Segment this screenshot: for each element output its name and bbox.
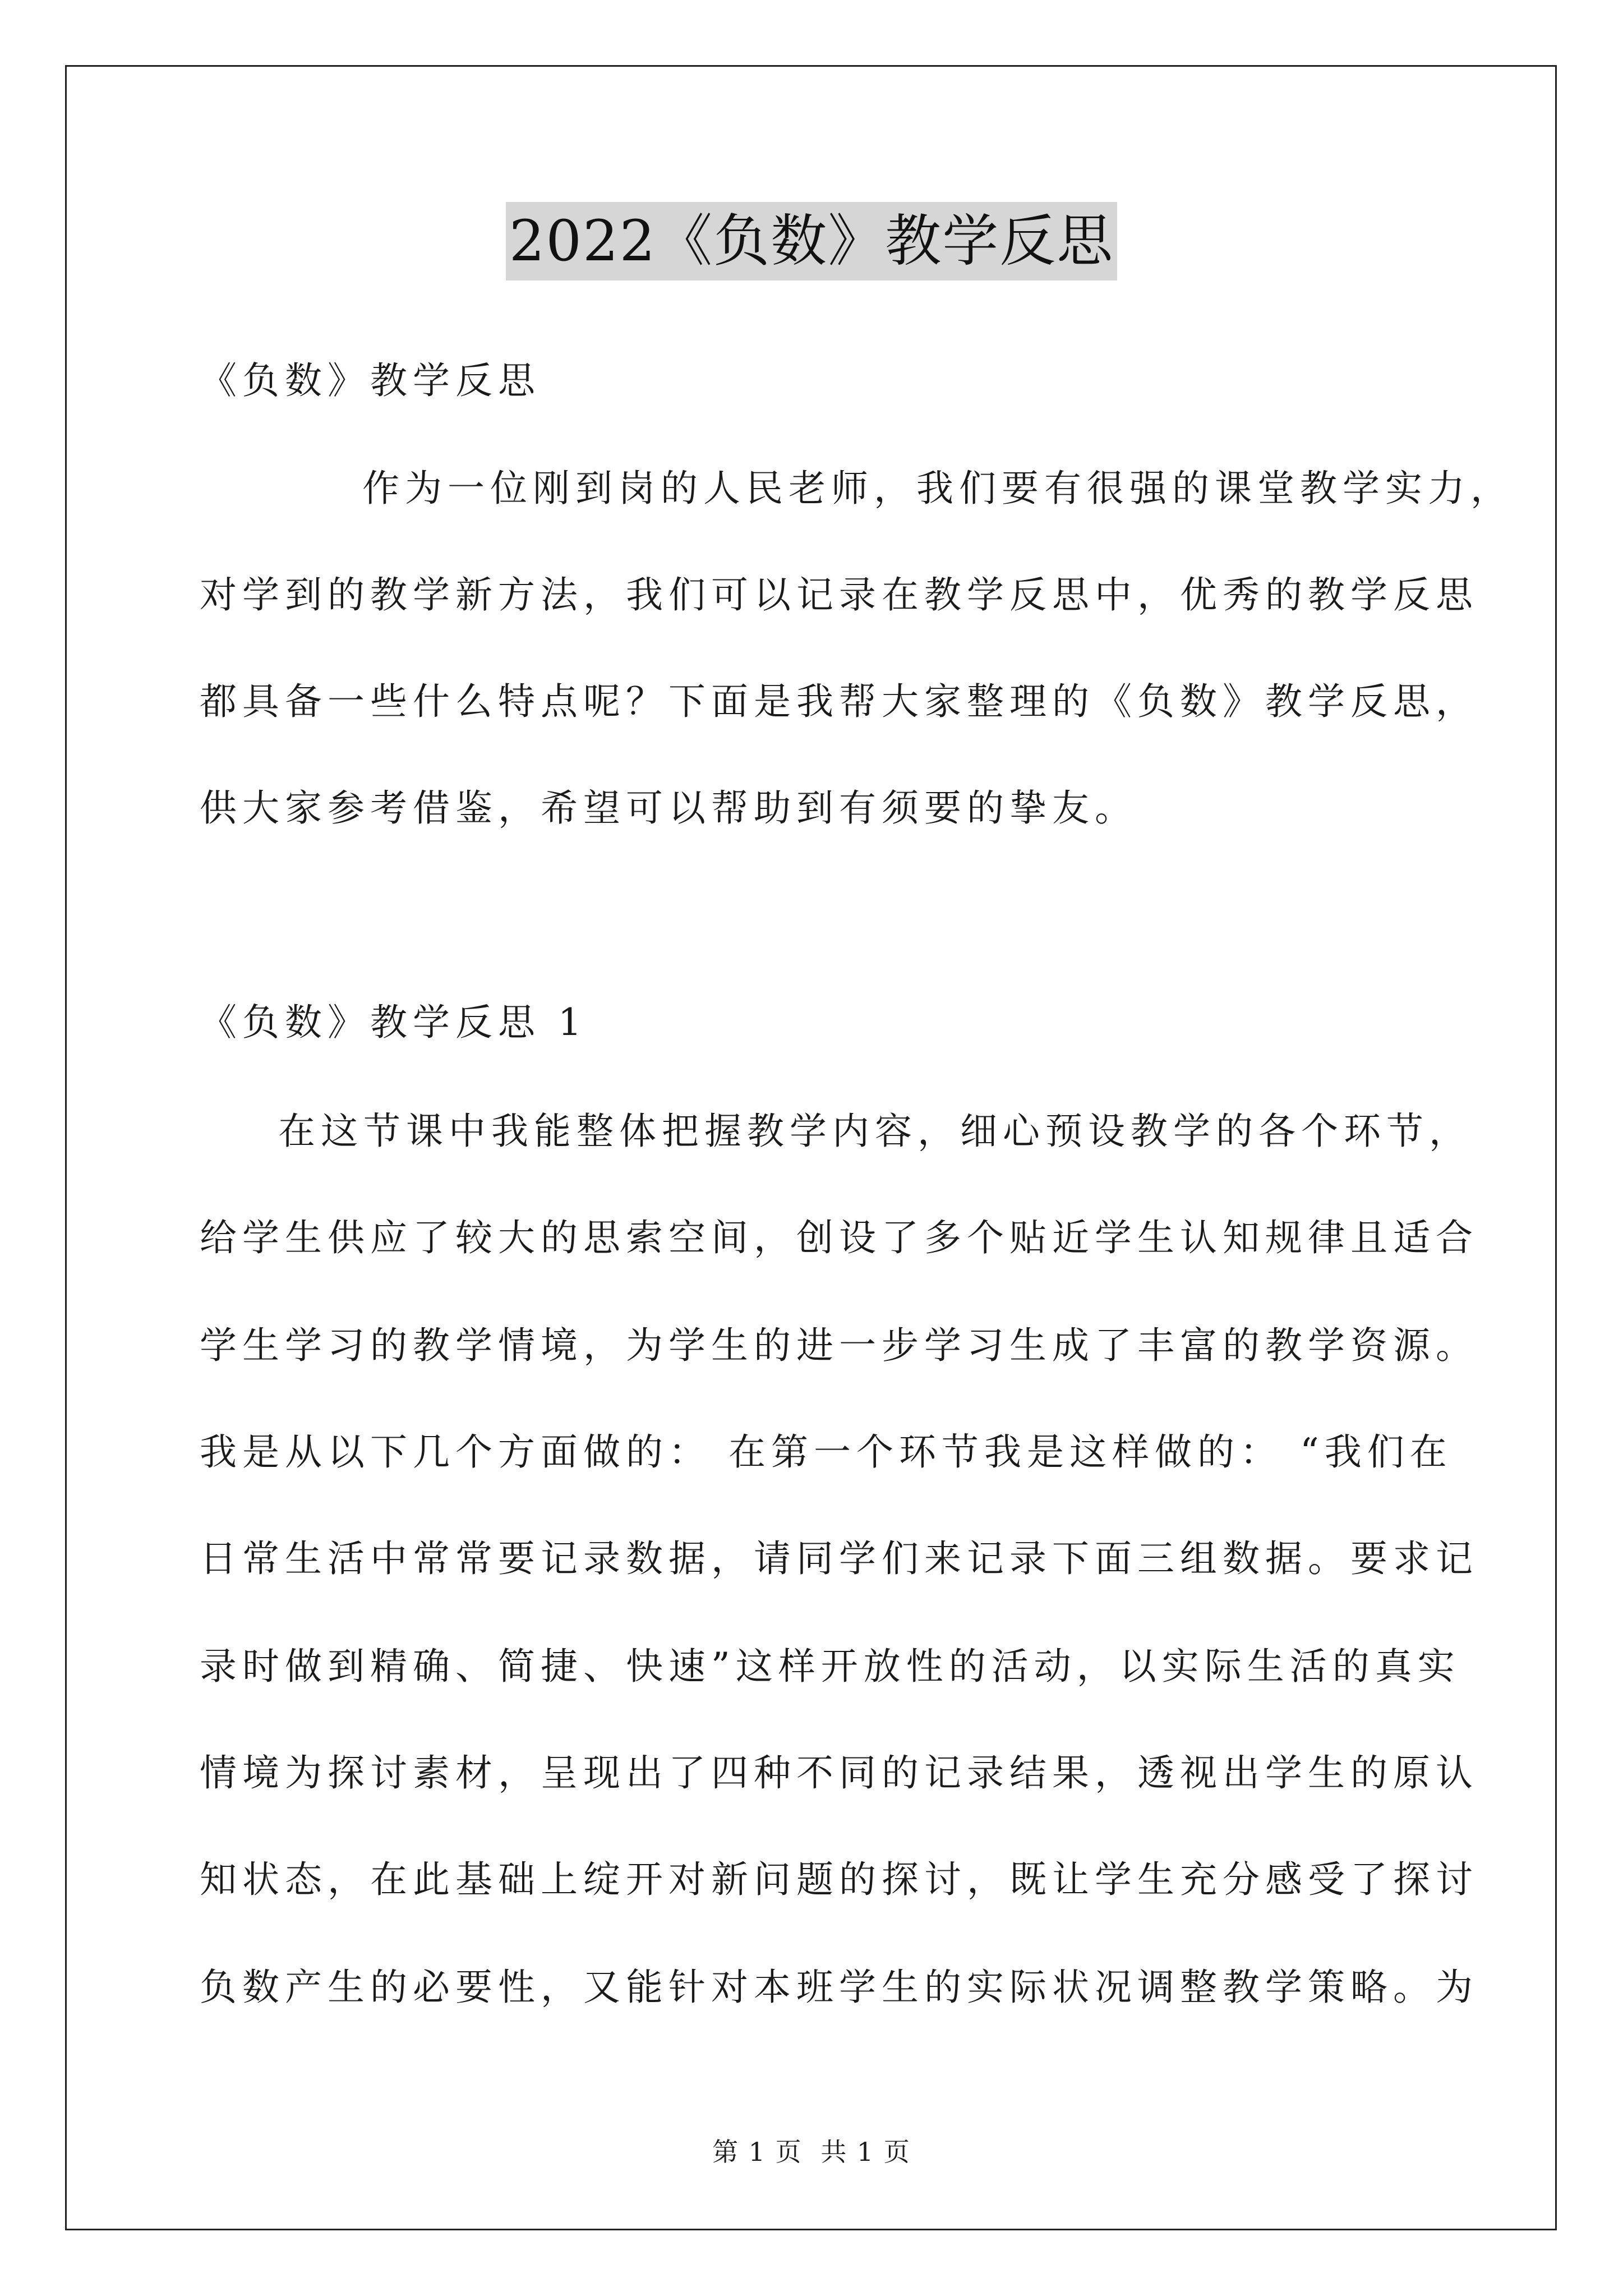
section1-line-9: 负数产生的必要性，又能针对本班学生的实际状况调整教学策略。为 xyxy=(200,1966,1478,2009)
page-footer xyxy=(0,2135,1623,2169)
intro-line-4: 供大家参考借鉴，希望可以帮助到有须要的挚友。 xyxy=(200,786,1137,830)
intro-line-3: 都具备一些什么特点呢？下面是我帮大家整理的《负数》教学反思， xyxy=(200,680,1478,723)
title-container xyxy=(0,202,1623,280)
section1-line-1: 在这节课中我能整体把握教学内容，细心预设教学的各个环节， xyxy=(278,1110,1472,1153)
page-total: 共 1 页 xyxy=(820,2137,911,2167)
section1-line-6: 录时做到精确、简捷、快速”这样开放性的活动，以实际生活的真实 xyxy=(200,1645,1460,1688)
intro-heading: 《负数》教学反思 xyxy=(200,359,541,402)
section1-line-7: 情境为探讨素材，呈现出了四种不同的记录结果，透视出学生的原认 xyxy=(200,1751,1478,1795)
section1-line-5: 日常生活中常常要记录数据，请同学们来记录下面三组数据。要求记 xyxy=(200,1537,1478,1580)
intro-line-1: 作为一位刚到岗的人民老师，我们要有很强的课堂教学实力， xyxy=(362,467,1513,510)
section1-line-8: 知状态，在此基础上绽开对新问题的探讨，既让学生充分感受了探讨 xyxy=(200,1858,1478,1901)
section1-heading: 《负数》教学反思 1 xyxy=(200,1001,587,1044)
section1-line-2: 给学生供应了较大的思索空间，创设了多个贴近学生认知规律且适合 xyxy=(200,1216,1478,1259)
section1-line-4: 我是从以下几个方面做的： 在第一个环节我是这样做的： “我们在 xyxy=(200,1430,1453,1474)
page-number: 第 1 页 xyxy=(712,2137,803,2167)
section1-line-3: 学生学习的教学情境，为学生的进一步学习生成了丰富的教学资源。 xyxy=(200,1324,1478,1367)
intro-line-2: 对学到的教学新方法，我们可以记录在教学反思中，优秀的教学反思 xyxy=(200,573,1478,616)
document-title: 2022《负数》教学反思 xyxy=(506,202,1118,280)
